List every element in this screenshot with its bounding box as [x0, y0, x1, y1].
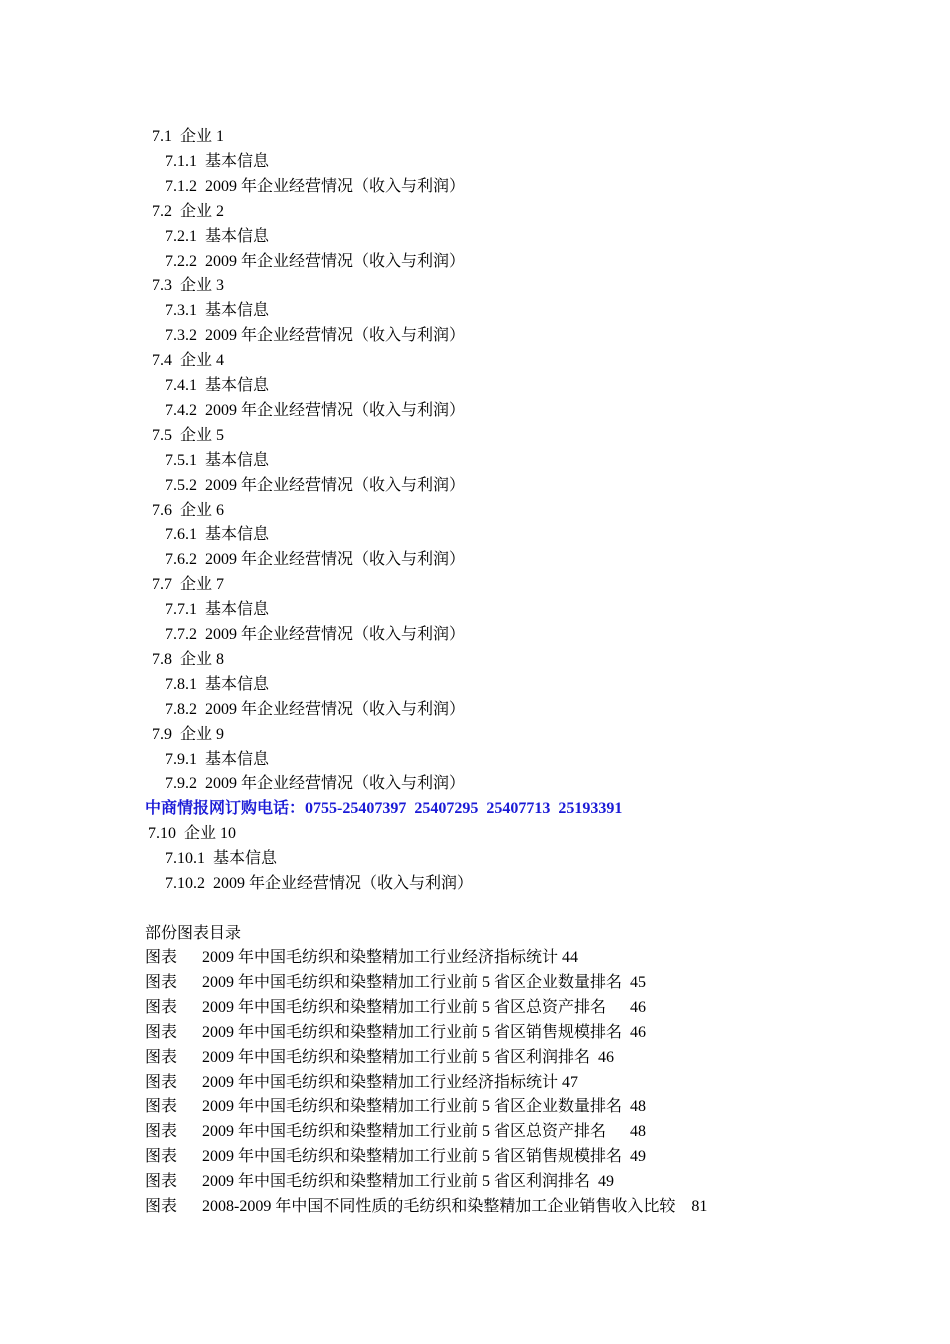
- toc-section: [152, 650, 224, 670]
- figure-item: [145, 998, 646, 1018]
- toc-subsection: [165, 451, 269, 471]
- toc-section: [152, 127, 224, 147]
- figure-item: [145, 973, 646, 993]
- toc-subsection: [165, 301, 269, 321]
- toc-title: 企业 1: [180, 128, 225, 145]
- toc-title: 基本信息: [205, 452, 270, 469]
- toc-number: 7.7.2: [165, 626, 197, 643]
- toc-title: 基本信息: [205, 676, 270, 693]
- toc-title: 2009 年企业经营情况（收入与利润）: [205, 477, 466, 494]
- toc-title: 2009 年企业经营情况（收入与利润）: [205, 402, 466, 419]
- figure-title: 2009 年中国毛纺织和染整精加工行业前 5 省区销售规模排名 49: [202, 1148, 647, 1165]
- figure-item: [145, 1172, 614, 1192]
- figure-label: 图表: [145, 1198, 178, 1215]
- toc-section: [152, 725, 224, 745]
- toc-section: [152, 276, 224, 296]
- toc-number: 7.8.1: [165, 676, 197, 693]
- toc-number: 7.10.2: [165, 875, 205, 892]
- toc-subsection: [165, 252, 465, 272]
- toc-title: 2009 年企业经营情况（收入与利润）: [205, 178, 466, 195]
- toc-subsection: [165, 152, 269, 172]
- toc-subsection: [165, 177, 465, 197]
- figure-title: 2009 年中国毛纺织和染整精加工行业前 5 省区企业数量排名 45: [202, 974, 647, 991]
- figure-title: 2009 年中国毛纺织和染整精加工行业前 5 省区利润排名 46: [202, 1049, 615, 1066]
- toc-title: 企业 7: [180, 576, 225, 593]
- figure-title: 2009 年中国毛纺织和染整精加工行业经济指标统计 44: [202, 949, 579, 966]
- toc-subsection: [165, 600, 269, 620]
- toc-number: 7.2.2: [165, 253, 197, 270]
- toc-number: 7.4: [152, 352, 172, 369]
- toc-title: 企业 10: [184, 825, 237, 842]
- toc-number: 7.1: [152, 128, 172, 145]
- toc-number: 7.1.2: [165, 178, 197, 195]
- toc-number: 7.3: [152, 277, 172, 294]
- toc-subsection: [165, 525, 269, 545]
- toc-subsection: [165, 849, 277, 869]
- toc-number: 7.9: [152, 726, 172, 743]
- figure-item: [145, 1048, 614, 1068]
- toc-section: [152, 351, 224, 371]
- figure-label: 图表: [145, 974, 178, 991]
- toc-subsection: [165, 550, 465, 570]
- toc-title: 基本信息: [205, 377, 270, 394]
- toc-section: [152, 426, 224, 446]
- toc-number: 7.1.1: [165, 153, 197, 170]
- figure-label: 图表: [145, 1173, 178, 1190]
- figure-item: [145, 1023, 646, 1043]
- toc-number: 7.8.2: [165, 701, 197, 718]
- toc-title: 2009 年企业经营情况（收入与利润）: [205, 701, 466, 718]
- order-phone-line: 中商情报网订购电话：0755-25407397 25407295 25407713 25193391: [145, 800, 623, 817]
- toc-subsection: [165, 227, 269, 247]
- toc-title: 企业 8: [180, 651, 225, 668]
- toc-number: 7.3.1: [165, 302, 197, 319]
- figure-title: 2009 年中国毛纺织和染整精加工行业经济指标统计 47: [202, 1074, 579, 1091]
- figure-item: [145, 1073, 578, 1093]
- toc-title: 基本信息: [213, 850, 278, 867]
- toc-number: 7.2.1: [165, 228, 197, 245]
- toc-subsection: [165, 476, 465, 496]
- toc-number: 7.9.2: [165, 775, 197, 792]
- figure-title: 2009 年中国毛纺织和染整精加工行业前 5 省区利润排名 49: [202, 1173, 615, 1190]
- toc-title: 基本信息: [205, 751, 270, 768]
- toc-number: 7.9.1: [165, 751, 197, 768]
- toc-section: [152, 501, 224, 521]
- figure-title: 2009 年中国毛纺织和染整精加工行业前 5 省区销售规模排名 46: [202, 1024, 647, 1041]
- toc-subsection: [165, 874, 473, 894]
- figure-label: 图表: [145, 1049, 178, 1066]
- toc-number: 7.4.2: [165, 402, 197, 419]
- toc-title: 基本信息: [205, 302, 270, 319]
- figure-label: 图表: [145, 949, 178, 966]
- toc-title: 2009 年企业经营情况（收入与利润）: [205, 626, 466, 643]
- toc-number: 7.5.2: [165, 477, 197, 494]
- toc-title: 企业 9: [180, 726, 225, 743]
- toc-section: [152, 202, 224, 222]
- toc-subsection: [165, 326, 465, 346]
- figure-item: [145, 1197, 707, 1217]
- toc-subsection: [165, 700, 465, 720]
- toc-number: 7.5: [152, 427, 172, 444]
- toc-title: 2009 年企业经营情况（收入与利润）: [213, 875, 474, 892]
- toc-number: 7.6.1: [165, 526, 197, 543]
- toc-title: 企业 4: [180, 352, 225, 369]
- toc-title: 2009 年企业经营情况（收入与利润）: [205, 327, 466, 344]
- toc-title: 企业 5: [180, 427, 225, 444]
- toc-subsection: [165, 750, 269, 770]
- figure-label: 图表: [145, 1024, 178, 1041]
- toc-subsection: [165, 774, 465, 794]
- toc-number: 7.7.1: [165, 601, 197, 618]
- toc-title: 企业 3: [180, 277, 225, 294]
- figure-item: [145, 1097, 646, 1117]
- toc-subsection: [165, 675, 269, 695]
- toc-section: [148, 824, 236, 844]
- figure-title: 2009 年中国毛纺织和染整精加工行业前 5 省区总资产排名 46: [202, 999, 647, 1016]
- toc-number: 7.6: [152, 502, 172, 519]
- toc-section: [152, 575, 224, 595]
- toc-title: 企业 2: [180, 203, 225, 220]
- toc-subsection: [165, 401, 465, 421]
- toc-subsection: [165, 625, 465, 645]
- toc-number: 7.2: [152, 203, 172, 220]
- toc-number: 7.3.2: [165, 327, 197, 344]
- figure-label: 图表: [145, 1098, 178, 1115]
- figure-title: 2009 年中国毛纺织和染整精加工行业前 5 省区企业数量排名 48: [202, 1098, 647, 1115]
- figure-item: [145, 948, 578, 968]
- toc-number: 7.4.1: [165, 377, 197, 394]
- figure-item: [145, 1122, 646, 1142]
- figure-label: 图表: [145, 1074, 178, 1091]
- figure-label: 图表: [145, 999, 178, 1016]
- figures-heading: 部份图表目录: [145, 925, 242, 942]
- toc-number: 7.5.1: [165, 452, 197, 469]
- figure-title: 2009 年中国毛纺织和染整精加工行业前 5 省区总资产排名 48: [202, 1123, 647, 1140]
- toc-number: 7.10.1: [165, 850, 205, 867]
- toc-title: 企业 6: [180, 502, 225, 519]
- figure-label: 图表: [145, 1148, 178, 1165]
- toc-title: 基本信息: [205, 228, 270, 245]
- toc-subsection: [165, 376, 269, 396]
- toc-number: 7.7: [152, 576, 172, 593]
- toc-title: 2009 年企业经营情况（收入与利润）: [205, 253, 466, 270]
- toc-number: 7.10: [148, 825, 176, 842]
- toc-title: 2009 年企业经营情况（收入与利润）: [205, 775, 466, 792]
- toc-title: 2009 年企业经营情况（收入与利润）: [205, 551, 466, 568]
- toc-title: 基本信息: [205, 153, 270, 170]
- toc-number: 7.6.2: [165, 551, 197, 568]
- toc-number: 7.8: [152, 651, 172, 668]
- toc-title: 基本信息: [205, 601, 270, 618]
- toc-title: 基本信息: [205, 526, 270, 543]
- figure-item: [145, 1147, 646, 1167]
- figure-label: 图表: [145, 1123, 178, 1140]
- figure-title: 2008-2009 年中国不同性质的毛纺织和染整精加工企业销售收入比较 81: [202, 1198, 708, 1215]
